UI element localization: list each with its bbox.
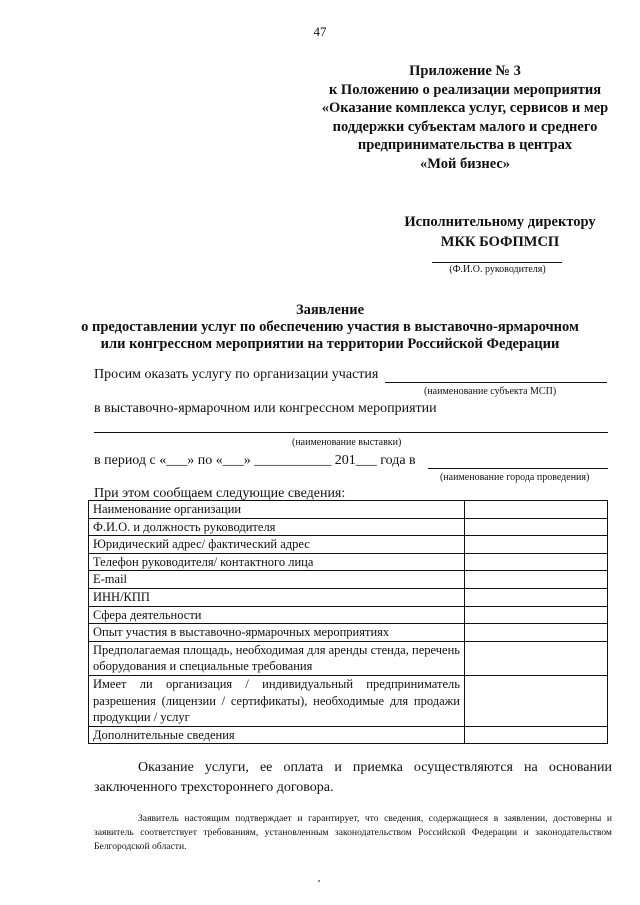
entity-name-field[interactable] — [385, 382, 607, 383]
addressee-block — [370, 212, 630, 252]
row-value-field[interactable] — [464, 553, 607, 571]
signature-line[interactable] — [432, 262, 562, 263]
table-row — [89, 536, 608, 554]
table-row — [89, 588, 608, 606]
row-label: Телефон руководителя/ контактного лица — [89, 553, 465, 571]
row-label: Сфера деятельности — [89, 606, 465, 624]
event-text: в выставочно-ярмарочном или конгрессном мероприятии — [94, 401, 437, 416]
table-row — [89, 606, 608, 624]
appendix-line: поддержки субъектам малого и среднего — [332, 118, 598, 135]
row-label: Ф.И.О. и должность руководителя — [89, 518, 465, 536]
row-value-field[interactable] — [464, 571, 607, 589]
city-field[interactable] — [428, 468, 608, 469]
info-intro: При этом сообщаем следующие сведения: — [94, 486, 346, 501]
signature-note: (Ф.И.О. руководителя) — [449, 264, 546, 275]
table-row — [89, 726, 608, 744]
table-row — [89, 553, 608, 571]
table-row — [89, 675, 608, 726]
table-row — [89, 501, 608, 519]
page-number: 47 — [313, 24, 327, 39]
row-value-field[interactable] — [464, 518, 607, 536]
appendix-line: к Положению о реализации мероприятия — [328, 81, 602, 98]
row-value-field[interactable] — [464, 641, 607, 675]
addressee-line-2: МКК БОФПМСП — [440, 234, 560, 250]
document-title — [60, 302, 600, 353]
exhibition-name-field[interactable] — [94, 432, 608, 433]
row-value-field[interactable] — [464, 536, 607, 554]
fine-print: Заявитель настоящим подтверждает и гарантирует, что сведения, содержащиеся в заявлении, достоверны и заявитель соответствует требованиям, установленным законодательством Российской Федерации и законодательством Белгородской области. — [94, 813, 612, 852]
row-label: Имеет ли организация / индивидуальный предприниматель разрешения (лицензии / сертификаты), необходимые для продажи продукции / услуг — [89, 675, 465, 726]
row-value-field[interactable] — [464, 726, 607, 744]
appendix-line: «Оказание комплекса услуг, сервисов и мер — [321, 100, 609, 117]
row-label: Опыт участия в выставочно-ярмарочных мероприятиях — [89, 624, 465, 642]
appendix-heading — [270, 62, 640, 174]
period-text: в период с «___» по «___» ___________ 201___ года в — [94, 453, 416, 468]
table-row — [89, 624, 608, 642]
title-line-1: Заявление — [295, 302, 365, 318]
table-row — [89, 571, 608, 589]
table-row — [89, 518, 608, 536]
title-line-3: или конгрессном мероприятии на территории Российской Федерации — [100, 336, 560, 352]
appendix-line: предпринимательства в центрах — [357, 137, 573, 154]
row-value-field[interactable] — [464, 501, 607, 519]
row-label: Юридический адрес/ фактический адрес — [89, 536, 465, 554]
footer-paragraph: Оказание услуги, ее оплата и приемка осуществляются на основании заключенного трехстороннего договора. — [94, 760, 612, 795]
appendix-line: Приложение № 3 — [409, 63, 521, 79]
title-line-2: о предоставлении услуг по обеспечению участия в выставочно-ярмарочном — [81, 319, 579, 335]
appendix-line: «Мой бизнес» — [419, 155, 511, 172]
info-table — [88, 500, 608, 744]
table-row — [89, 641, 608, 675]
row-value-field[interactable] — [464, 624, 607, 642]
exhibition-note: (наименование выставки) — [292, 437, 402, 448]
row-label: E-mail — [89, 571, 465, 589]
row-value-field[interactable] — [464, 606, 607, 624]
entity-note: (наименование субъекта МСП) — [424, 386, 557, 397]
request-text: Просим оказать услугу по организации участия — [94, 367, 379, 382]
row-label: Дополнительные сведения — [89, 726, 465, 744]
addressee-line-1: Исполнительному директору — [404, 214, 596, 230]
row-label: Предполагаемая площадь, необходимая для аренды стенда, перечень оборудования и специальные требования — [89, 641, 465, 675]
city-note: (наименование города проведения) — [440, 472, 590, 483]
row-value-field[interactable] — [464, 675, 607, 726]
row-label: Наименование организации — [89, 501, 465, 519]
scan-speck — [318, 880, 320, 882]
row-value-field[interactable] — [464, 588, 607, 606]
row-label: ИНН/КПП — [89, 588, 465, 606]
